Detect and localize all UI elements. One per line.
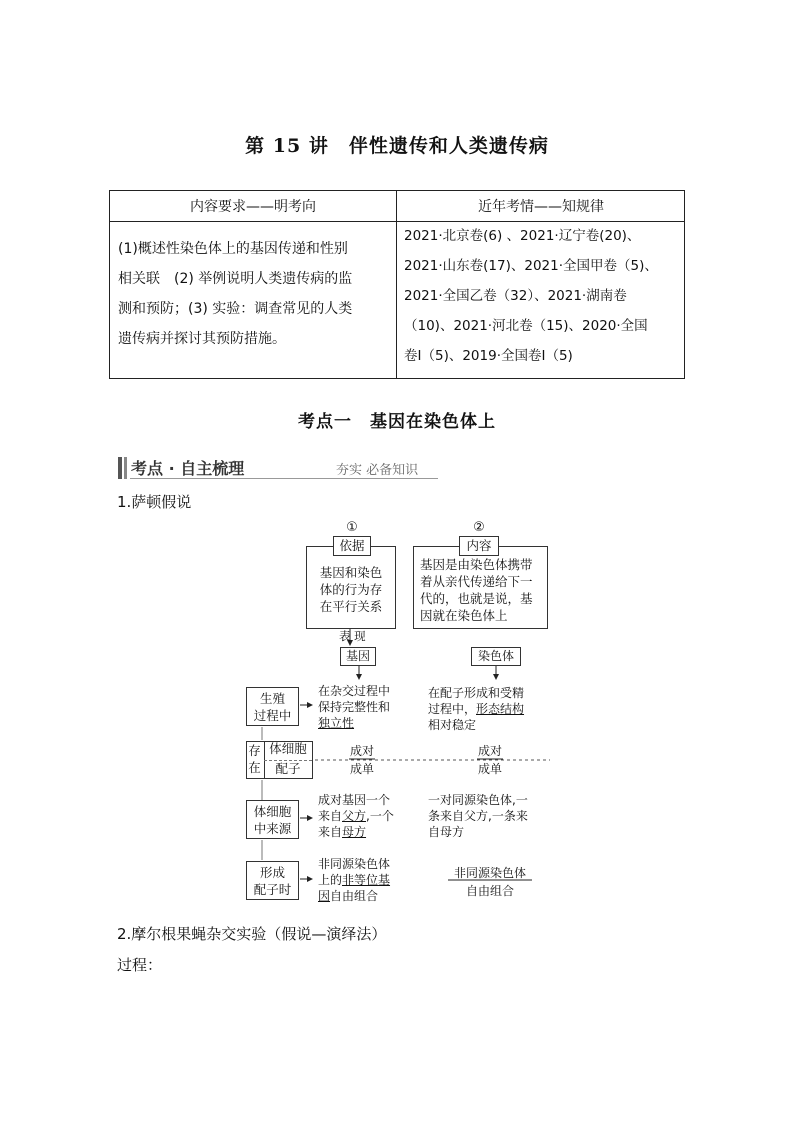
row-label-line: 存 xyxy=(248,743,261,758)
biaoxian-label: 表 现 xyxy=(339,629,366,643)
row3-chrom-text xyxy=(428,792,528,840)
row-origin-box xyxy=(246,800,299,839)
page-title: 第 15 讲 伴性遗传和人类遗传病 xyxy=(245,135,549,157)
content-line: 代的，也就是说，基 xyxy=(420,591,533,606)
requirements-line: 相关联 (2) 举例说明人类遗传病的监 xyxy=(118,271,353,287)
content-text xyxy=(420,556,548,624)
row2-left-label xyxy=(246,742,263,776)
banner-title: 考点 · 自主梳理 xyxy=(131,459,245,478)
circle-number-2: ② xyxy=(473,520,485,535)
paragraph-text: 过程： xyxy=(117,956,163,974)
row2-chrom-bottom: 成单 xyxy=(477,762,502,776)
blank-answer: 父方 xyxy=(342,809,367,823)
requirements-line: 遗传病并探讨其预防措施。 xyxy=(118,331,286,347)
row2-gene-top: 成对 xyxy=(349,744,374,758)
row-gamete-box xyxy=(246,861,299,900)
row-label-line: 过程中 xyxy=(253,708,292,723)
exam-history-line: 卷Ⅰ（5)、2019·全国卷Ⅰ（5) xyxy=(404,348,573,364)
exam-history-line: （10)、2021·河北卷（15)、2020·全国 xyxy=(404,318,648,334)
row3-gene-line: 成对基因一个 xyxy=(318,793,391,807)
row2-mid-bottom: 配子 xyxy=(275,761,301,776)
row1-gene-text xyxy=(318,683,390,731)
row2-mid-top: 体细胞 xyxy=(269,741,307,756)
basis-text xyxy=(306,564,396,615)
row1-chrom-line: 在配子形成和受精 xyxy=(428,686,525,700)
section-title: 考点一 基因在染色体上 xyxy=(298,412,496,432)
gene-tag: 基因 xyxy=(340,647,376,666)
basis-line: 在平行关系 xyxy=(319,599,383,614)
row2-gene-bottom: 成单 xyxy=(349,762,374,776)
banner-subtitle: 夯实 必备知识 xyxy=(336,463,419,478)
paragraph-heading: 2.摩尔根果蝇杂交实验（假说—演绎法） xyxy=(117,925,387,943)
blank-answer: 因 xyxy=(318,889,331,903)
basis-line: 基因和染色 xyxy=(319,565,383,580)
row4-gene-text: 非同源染色体 上的非等位基 因自由组合 xyxy=(318,857,391,903)
row2-chrom-top: 成对 xyxy=(477,744,502,758)
chromosome-tag: 染色体 xyxy=(471,647,521,666)
row3-chrom-line: 一对同源染色体,一 xyxy=(428,793,528,807)
paragraph-heading: 1.萨顿假说 xyxy=(117,493,192,511)
row-label-line: 形成 xyxy=(259,865,285,880)
row3-chrom-line: 条来自父方,一条来 xyxy=(428,809,528,823)
blank-answer: 非等位基 xyxy=(342,873,391,887)
row1-gene-line: 在杂交过程中 xyxy=(318,684,391,698)
basis-tag: 依据 xyxy=(333,536,371,556)
row3-chrom-line: 自母方 xyxy=(428,825,465,839)
exam-history-line: 2021·山东卷(17)、2021·全国甲卷（5)、 xyxy=(404,258,658,274)
row1-chrom-text: 在配子形成和受精 过程中，形态结构 相对稳定 xyxy=(428,686,525,732)
basis-line: 体的行为存 xyxy=(319,582,383,597)
row4-gene-line: 非同源染色体 xyxy=(318,857,391,871)
table-header-exam-history: 近年考情——知规律 xyxy=(478,199,604,215)
requirements-line: (1)概述性染色体上的基因传递和性别 xyxy=(118,241,348,257)
row-label-line: 生殖 xyxy=(259,691,285,706)
row-label-line: 在 xyxy=(248,760,261,775)
row3-gene-text: 成对基因一个 来自父方,一个 来自母方 xyxy=(318,793,394,839)
requirements-line: 测和预防；(3) 实验：调查常见的人类 xyxy=(118,301,353,317)
row-reproduction-box xyxy=(246,687,299,726)
row4-chrom-top: 非同源染色体 xyxy=(453,866,526,880)
exam-history-line: 2021·全国乙卷（32）、2021·湖南卷 xyxy=(404,288,627,304)
row1-chrom-line: 相对稳定 xyxy=(428,718,477,732)
row-label-line: 中来源 xyxy=(253,821,292,836)
circle-number-1: ① xyxy=(346,520,358,535)
exam-history-line: 2021·北京卷(6) 、2021·辽宁卷(20)、 xyxy=(404,228,641,244)
blank-answer: 形态结构 xyxy=(476,702,525,716)
row-label-line: 体细胞 xyxy=(253,804,292,819)
row-label-line: 配子时 xyxy=(253,882,292,897)
content-tag: 内容 xyxy=(459,536,499,556)
content-line: 基因是由染色体携带 xyxy=(420,557,533,572)
table-header-requirements: 内容要求——明考向 xyxy=(190,199,316,215)
row4-chrom-bottom: 自由组合 xyxy=(465,884,514,898)
row1-gene-line: 保持完整性和 xyxy=(318,700,391,714)
blank-answer: 独立性 xyxy=(318,716,355,730)
blank-answer: 母方 xyxy=(342,825,367,839)
content-line: 着从亲代传递给下一 xyxy=(420,574,533,589)
content-line: 因就在染色体上 xyxy=(420,608,508,623)
